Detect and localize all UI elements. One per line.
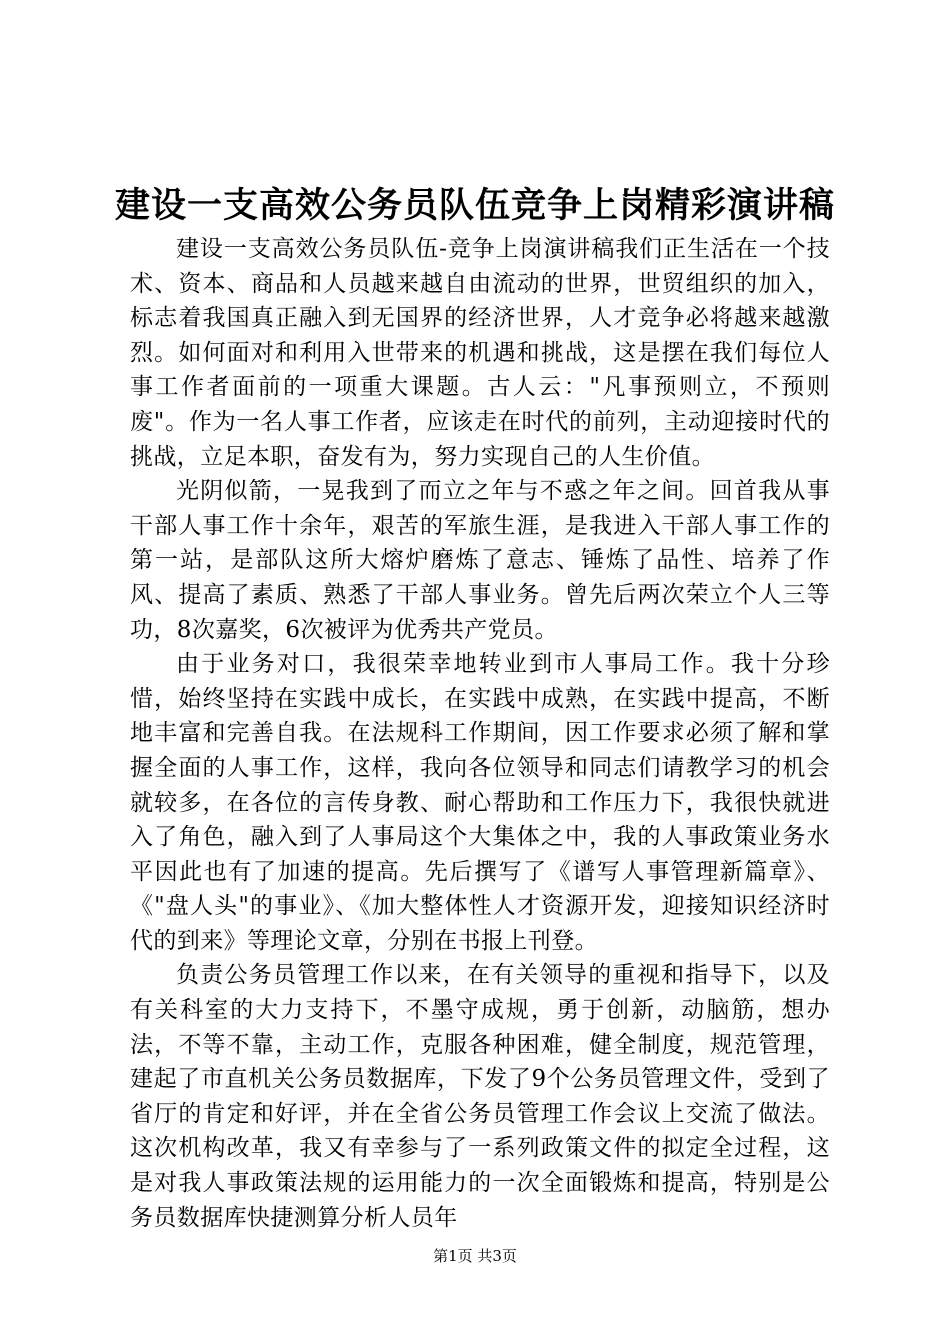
- page-number-footer: 第1页 共3页: [433, 1247, 517, 1265]
- document-title: 建设一支高效公务员队伍竞争上岗精彩演讲稿: [114, 186, 835, 226]
- paragraph: 光阴似箭，一晃我到了而立之年与不惑之年之间。回首我从事干部人事工作十余年，艰苦的军旅生涯，是我进入干部人事工作的第一站，是部队这所大熔炉磨炼了意志、锤炼了品性、培养了作风、提高了素质、熟悉了干部人事业务。曾先后两次荣立个人三等功，8次嘉奖，6次被评为优秀共产党员。: [130, 478, 830, 643]
- paragraph: 负责公务员管理工作以来，在有关领导的重视和指导下，以及有关科室的大力支持下，不墨守成规，勇于创新，动脑筋，想办法，不等不靠，主动工作，克服各种困难，健全制度，规范管理，建起了市直机关公务员数据库，下发了9个公务员管理文件，受到了省厅的肯定和好评，并在全省公务员管理工作会议上交流了做法。这次机构改革，我又有幸参与了一系列政策文件的拟定全过程，这是对我人事政策法规的运用能力的一次全面锻炼和提高，特别是公务员数据库快捷测算分析人员年: [130, 962, 830, 1231]
- document-body: [130, 232, 830, 1235]
- paragraph: 由于业务对口，我很荣幸地转业到市人事局工作。我十分珍惜，始终坚持在实践中成长，在实践中成熟，在实践中提高，不断地丰富和完善自我。在法规科工作期间，因工作要求必须了解和掌握全面的人事工作，这样，我向各位领导和同志们请教学习的机会就较多，在各位的言传身教、耐心帮助和工作压力下，我很快就进入了角色，融入到了人事局这个大集体之中，我的人事政策业务水平因此也有了加速的提高。先后撰写了《谱写人事管理新篇章》、《"盘人头"的事业》、《加大整体性人才资源开发，迎接知识经济时代的到来》等理论文章，分别在书报上刊登。: [130, 651, 830, 954]
- paragraph: 建设一支高效公务员队伍-竞争上岗演讲稿我们正生活在一个技术、资本、商品和人员越来越自由流动的世界，世贸组织的加入，标志着我国真正融入到无国界的经济世界，人才竞争必将越来越激烈。如何面对和利用入世带来的机遇和挑战，这是摆在我们每位人事工作者面前的一项重大课题。古人云："凡事预则立，不预则废"。作为一名人事工作者，应该走在时代的前列，主动迎接时代的挑战，立足本职，奋发有为，努力实现自己的人生价值。: [130, 236, 830, 470]
